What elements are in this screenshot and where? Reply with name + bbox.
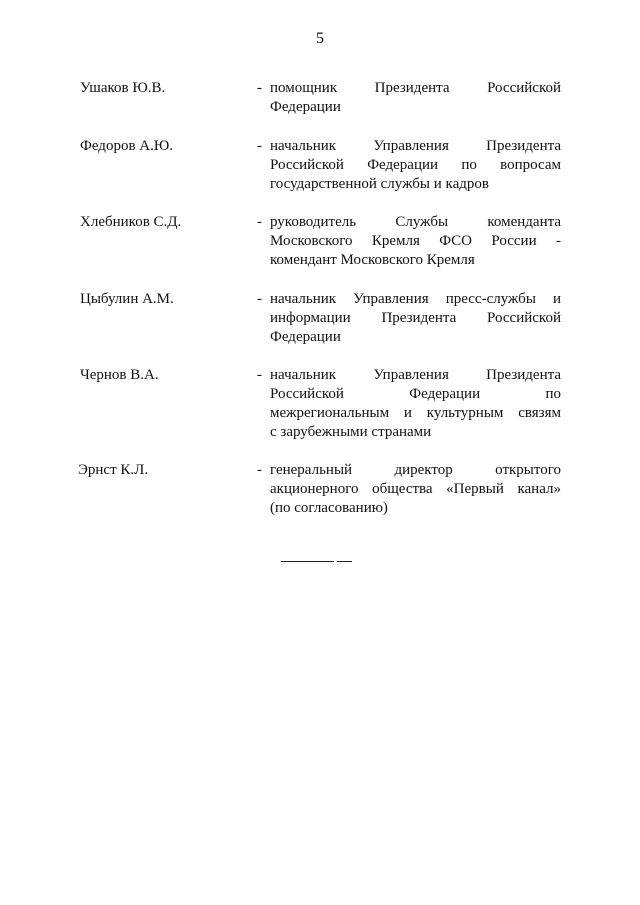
description-line: межрегиональным и культурным связям — [270, 405, 561, 421]
description-line: начальник Управления Президента — [270, 138, 561, 154]
description-line: Российской Федерации по — [270, 386, 561, 402]
description-line: Федерации — [270, 99, 341, 115]
description-line: государственной службы и кадров — [270, 176, 489, 192]
dash-separator: - — [257, 214, 262, 230]
person-name: Федоров А.Ю. — [80, 138, 174, 154]
position-description — [270, 461, 561, 518]
person-name: Чернов В.А. — [80, 367, 159, 383]
person-name: Ушаков Ю.В. — [80, 80, 166, 96]
position-description — [270, 137, 561, 194]
description-line: (по согласованию) — [270, 500, 388, 516]
person-name: Хлебников С.Д. — [80, 214, 182, 230]
page-number: 5 — [316, 30, 324, 47]
dash-separator: - — [257, 80, 262, 96]
description-line: начальник Управления Президента — [270, 367, 561, 383]
dash-separator: - — [257, 138, 262, 154]
description-line: Московского Кремля ФСО России - — [270, 233, 561, 249]
description-line: руководитель Службы коменданта — [270, 214, 561, 230]
description-line: с зарубежными странами — [270, 424, 432, 440]
description-line: акционерного общества «Первый канал» — [270, 481, 561, 497]
end-of-list-rule — [281, 561, 352, 562]
rule-gap — [334, 560, 337, 563]
position-description — [270, 290, 561, 347]
position-description — [270, 79, 561, 117]
person-name: Цыбулин А.М. — [80, 291, 174, 307]
description-line: информации Президента Российской — [270, 310, 561, 326]
dash-separator: - — [257, 462, 262, 478]
description-line: помощник Президента Российской — [270, 80, 561, 96]
position-description — [270, 366, 561, 442]
description-line: генеральный директор открытого — [270, 462, 561, 478]
position-description — [270, 213, 561, 270]
description-line: Российской Федерации по вопросам — [270, 157, 561, 173]
description-line: начальник Управления пресс-службы и — [270, 291, 561, 307]
description-line: комендант Московского Кремля — [270, 252, 475, 268]
description-line: Федерации — [270, 329, 341, 345]
dash-separator: - — [257, 291, 262, 307]
person-name: Эрнст К.Л. — [78, 462, 149, 478]
dash-separator: - — [257, 367, 262, 383]
